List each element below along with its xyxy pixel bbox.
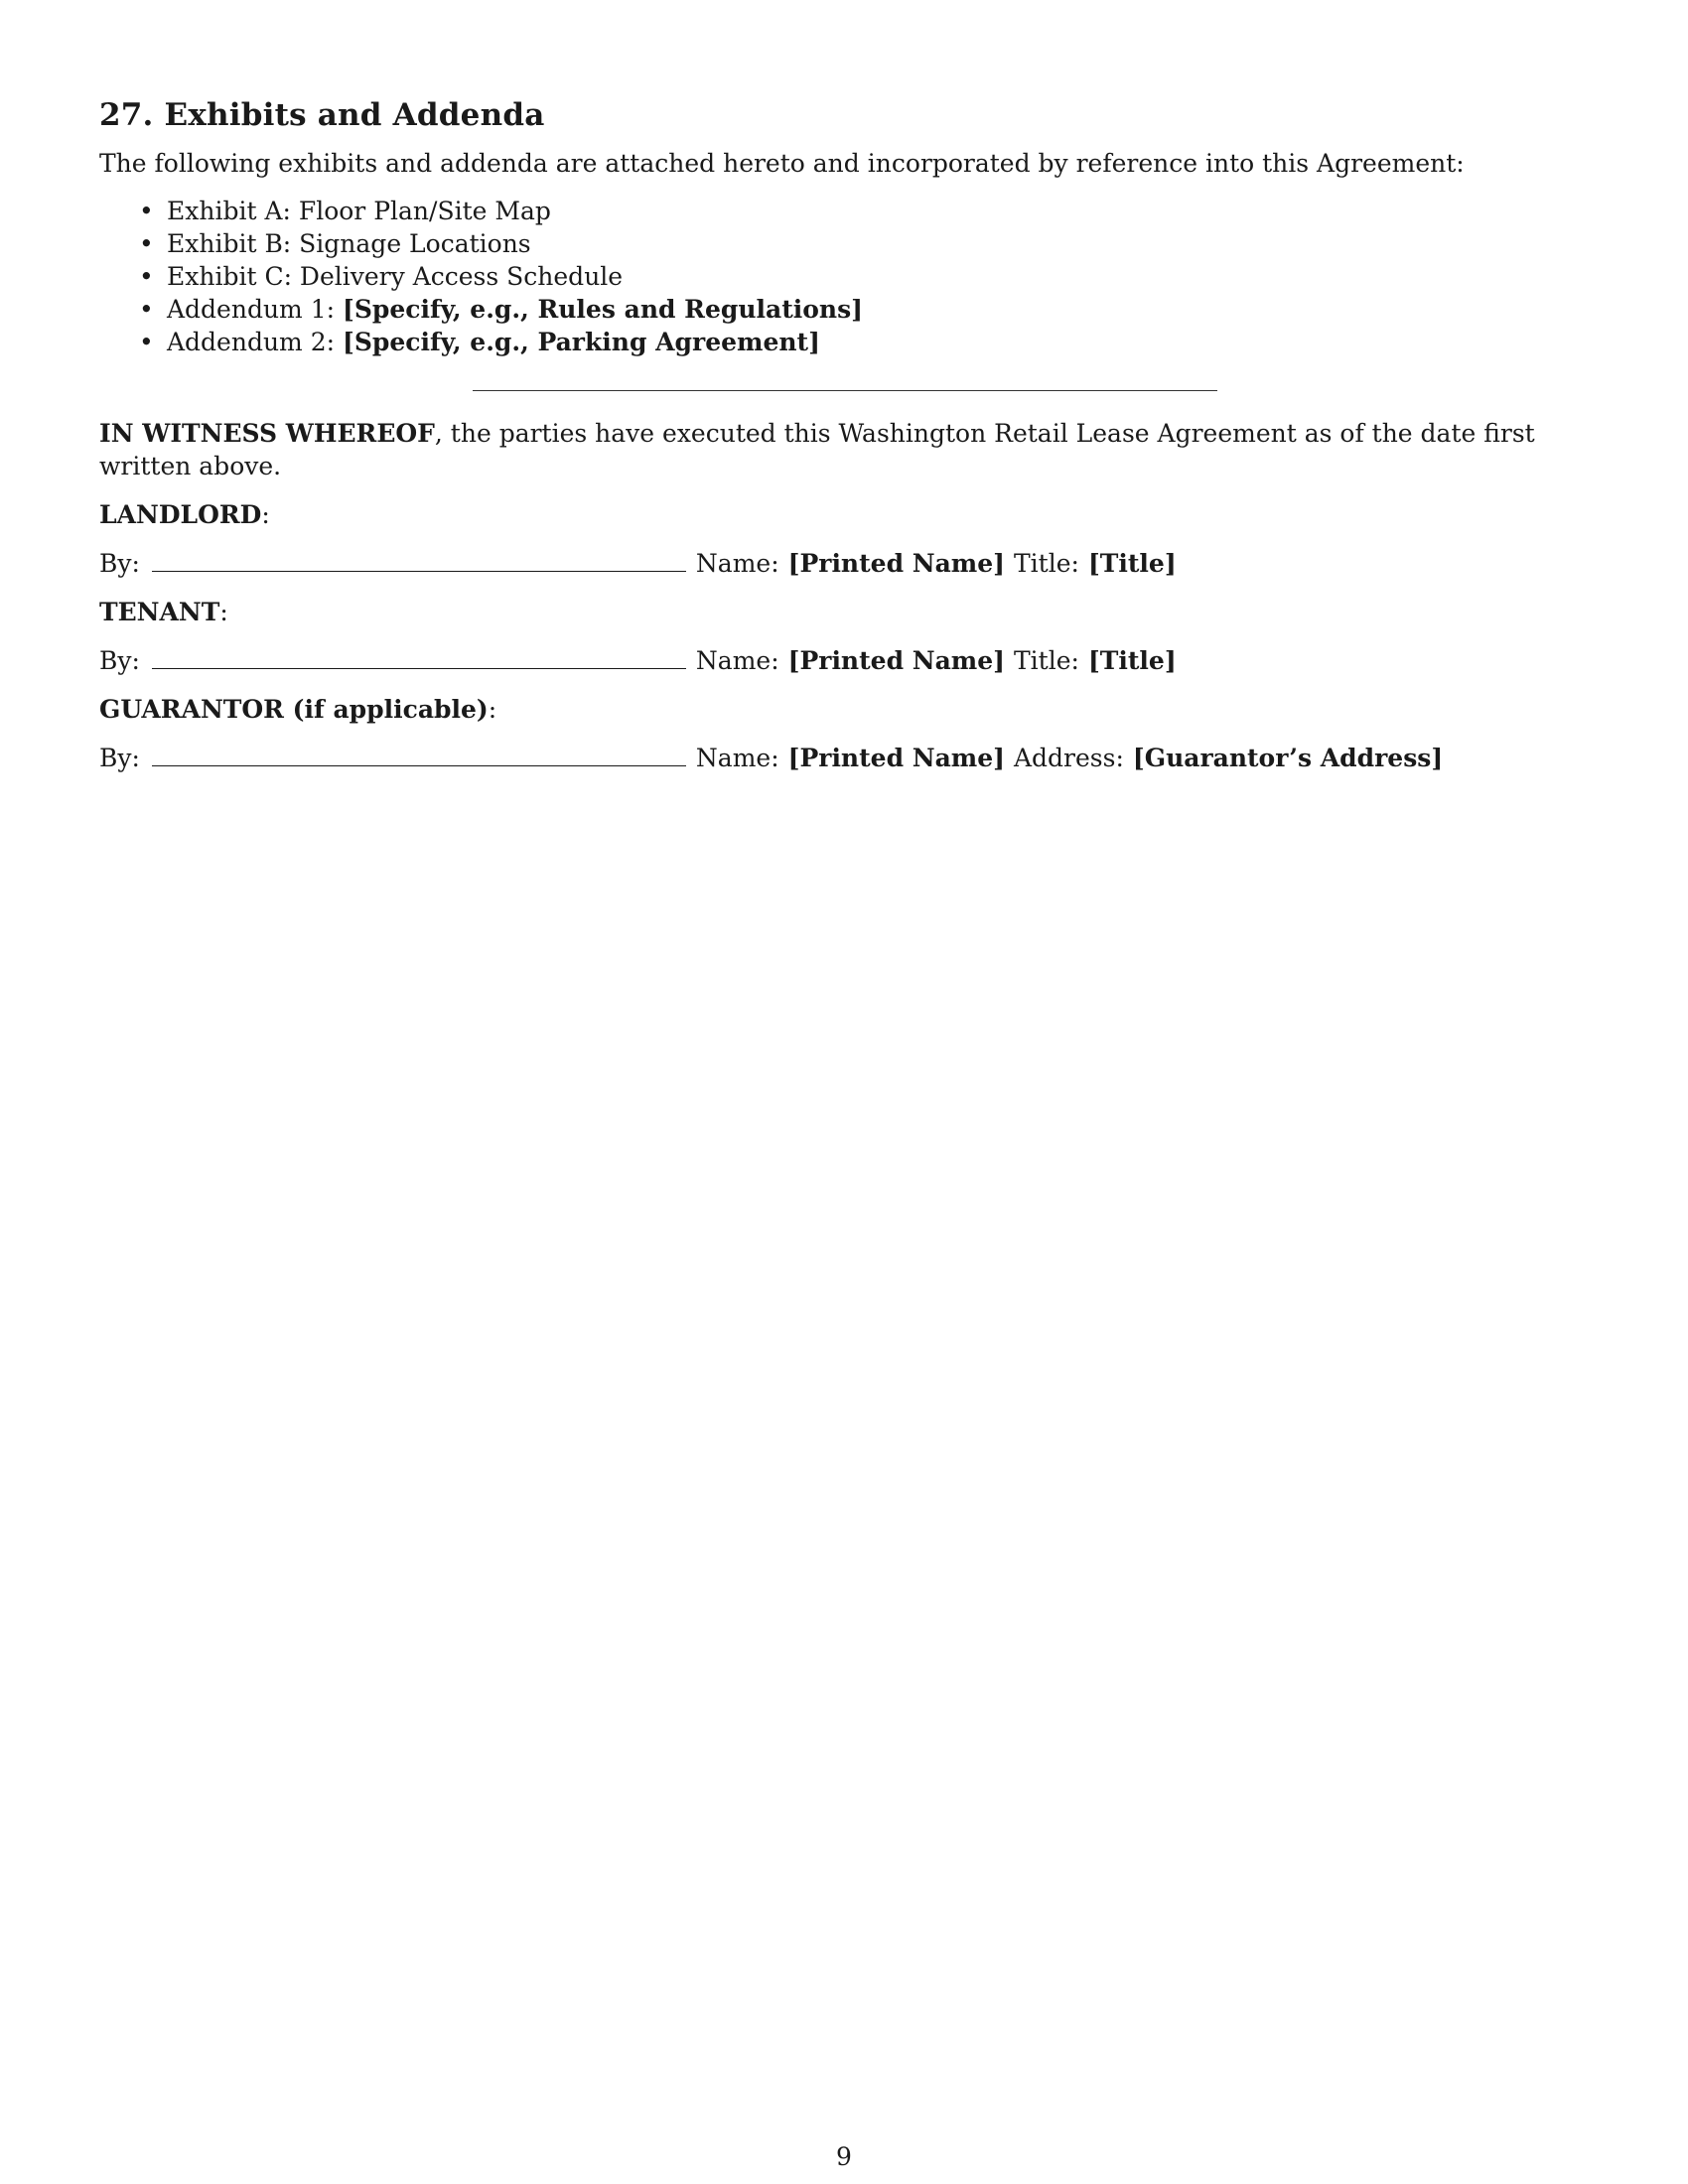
- page-number: 9: [836, 2142, 852, 2171]
- document-page: [99, 95, 1599, 774]
- tenant-title: [Title]: [1087, 646, 1177, 675]
- list-item: • Addendum 2: [Specify, e.g., Parking Agreement]: [139, 328, 820, 356]
- guarantor-signature-line: By: Name: [Printed Name] Address: [Guarantor’s Address]: [99, 744, 1444, 772]
- list-item: • Exhibit C: Delivery Access Schedule: [139, 262, 624, 291]
- guarantor-address: [Guarantor’s Address]: [1132, 744, 1444, 772]
- guarantor-signature-field[interactable]: [152, 744, 686, 766]
- witness-clause: IN WITNESS WHEREOF, the parties have executed this Washington Retail Lease Agreement as of the date first written above.: [99, 419, 1535, 480]
- guarantor-label: GUARANTOR (if applicable):: [99, 695, 497, 724]
- landlord-label: LANDLORD:: [99, 500, 270, 529]
- list-item: • Addendum 1: [Specify, e.g., Rules and Regulations]: [139, 295, 864, 324]
- tenant-label: TENANT:: [99, 598, 228, 626]
- tenant-printed-name: [Printed Name]: [787, 646, 1005, 675]
- bullet-icon: •: [139, 197, 154, 225]
- list-item: • Exhibit B: Signage Locations: [139, 229, 531, 258]
- list-item: • Exhibit A: Floor Plan/Site Map: [139, 197, 551, 225]
- exhibit-list: [99, 195, 1599, 358]
- tenant-signature-line: By: Name: [Printed Name] Title: [Title]: [99, 646, 1177, 675]
- horizontal-divider: [473, 390, 1217, 391]
- bullet-icon: •: [139, 262, 154, 291]
- section-intro: The following exhibits and addenda are attached hereto and incorporated by reference into this Agreement:: [99, 149, 1465, 178]
- tenant-signature-field[interactable]: [152, 646, 686, 669]
- bullet-icon: •: [139, 328, 154, 356]
- bullet-icon: •: [139, 295, 154, 324]
- bullet-icon: •: [139, 229, 154, 258]
- landlord-title: [Title]: [1087, 549, 1177, 578]
- section-heading: 27. Exhibits and Addenda: [99, 97, 545, 133]
- landlord-signature-field[interactable]: [152, 549, 686, 572]
- guarantor-printed-name: [Printed Name]: [787, 744, 1005, 772]
- landlord-signature-line: By: Name: [Printed Name] Title: [Title]: [99, 549, 1177, 578]
- landlord-printed-name: [Printed Name]: [787, 549, 1005, 578]
